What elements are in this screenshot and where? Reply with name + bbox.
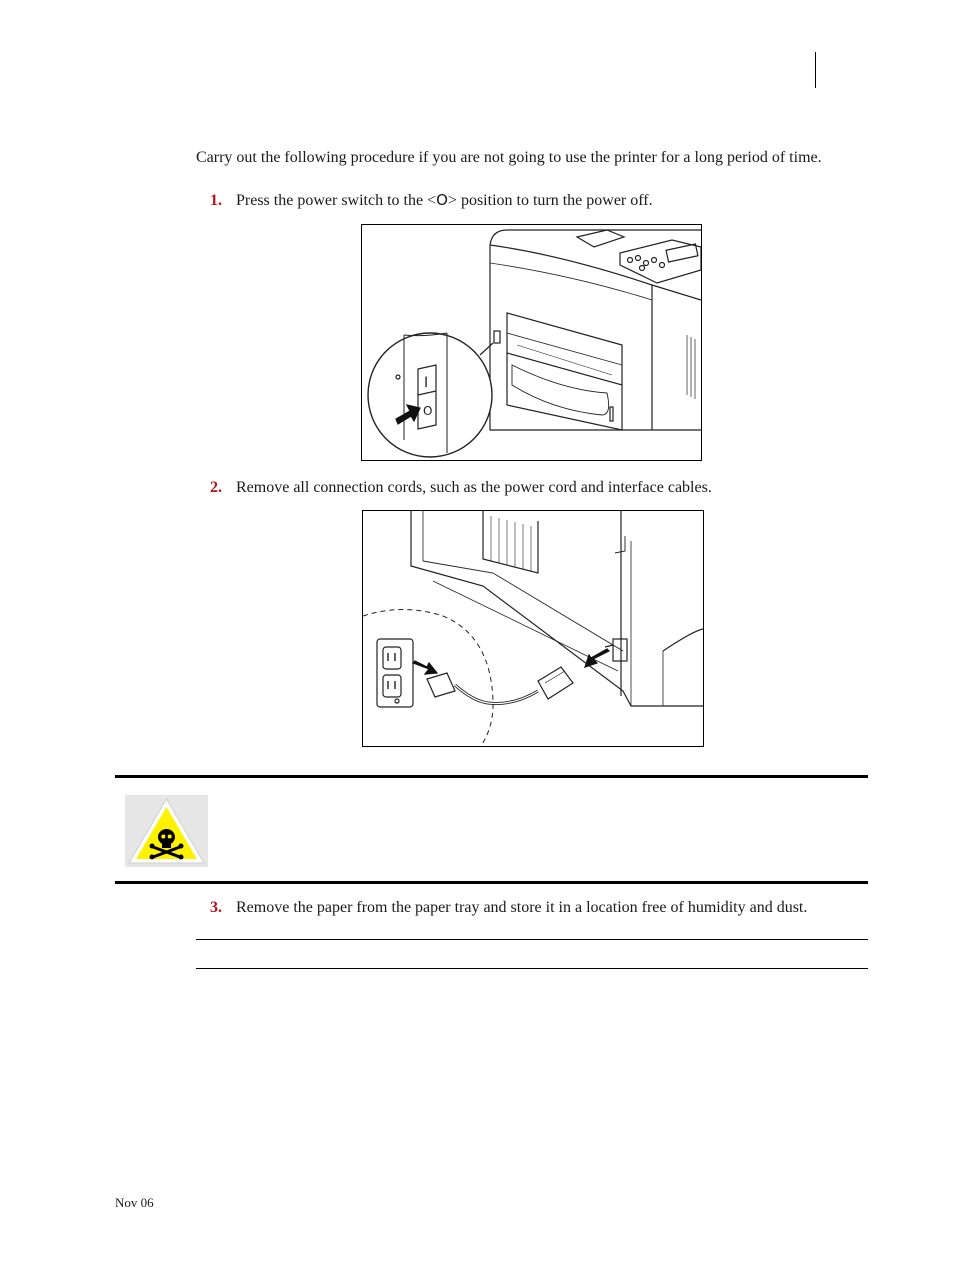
step-1 (210, 191, 653, 210)
warning-bottom-rule (115, 881, 868, 884)
intro-paragraph: Carry out the following procedure if you are not going to use the printer for a long period of time. (196, 149, 822, 166)
step-2-number: 2. (210, 479, 222, 496)
note-top-rule (196, 939, 868, 940)
warning-icon-box (125, 795, 208, 867)
step-2-text: Remove all connection cords, such as the power cord and interface cables. (236, 479, 712, 496)
note-bottom-rule (196, 968, 868, 969)
step-1-number: 1. (210, 192, 222, 209)
unplug-wall-arrow-icon (413, 661, 437, 674)
power-switch-illustration (361, 224, 702, 461)
skull-crossbones-warning-icon (125, 795, 208, 867)
step-1-text-before: Press the power switch to the < (236, 192, 437, 209)
footer-date: Nov 06 (115, 1195, 154, 1210)
step-3-text: Remove the paper from the paper tray and store it in a location free of humidity and dust. (236, 899, 808, 916)
switch-label-on: I (424, 375, 429, 391)
header-rule (815, 52, 816, 88)
step-3-number: 3. (210, 899, 222, 916)
warning-top-rule (115, 775, 868, 778)
unplug-cord-illustration (362, 510, 704, 747)
unplug-printer-arrow-icon (585, 649, 609, 667)
switch-label-off: O (423, 404, 433, 418)
step-1-text-after: > position to turn the power off. (447, 192, 653, 209)
step-2 (210, 479, 712, 497)
step-3 (210, 899, 807, 917)
power-off-symbol: O (436, 191, 448, 209)
